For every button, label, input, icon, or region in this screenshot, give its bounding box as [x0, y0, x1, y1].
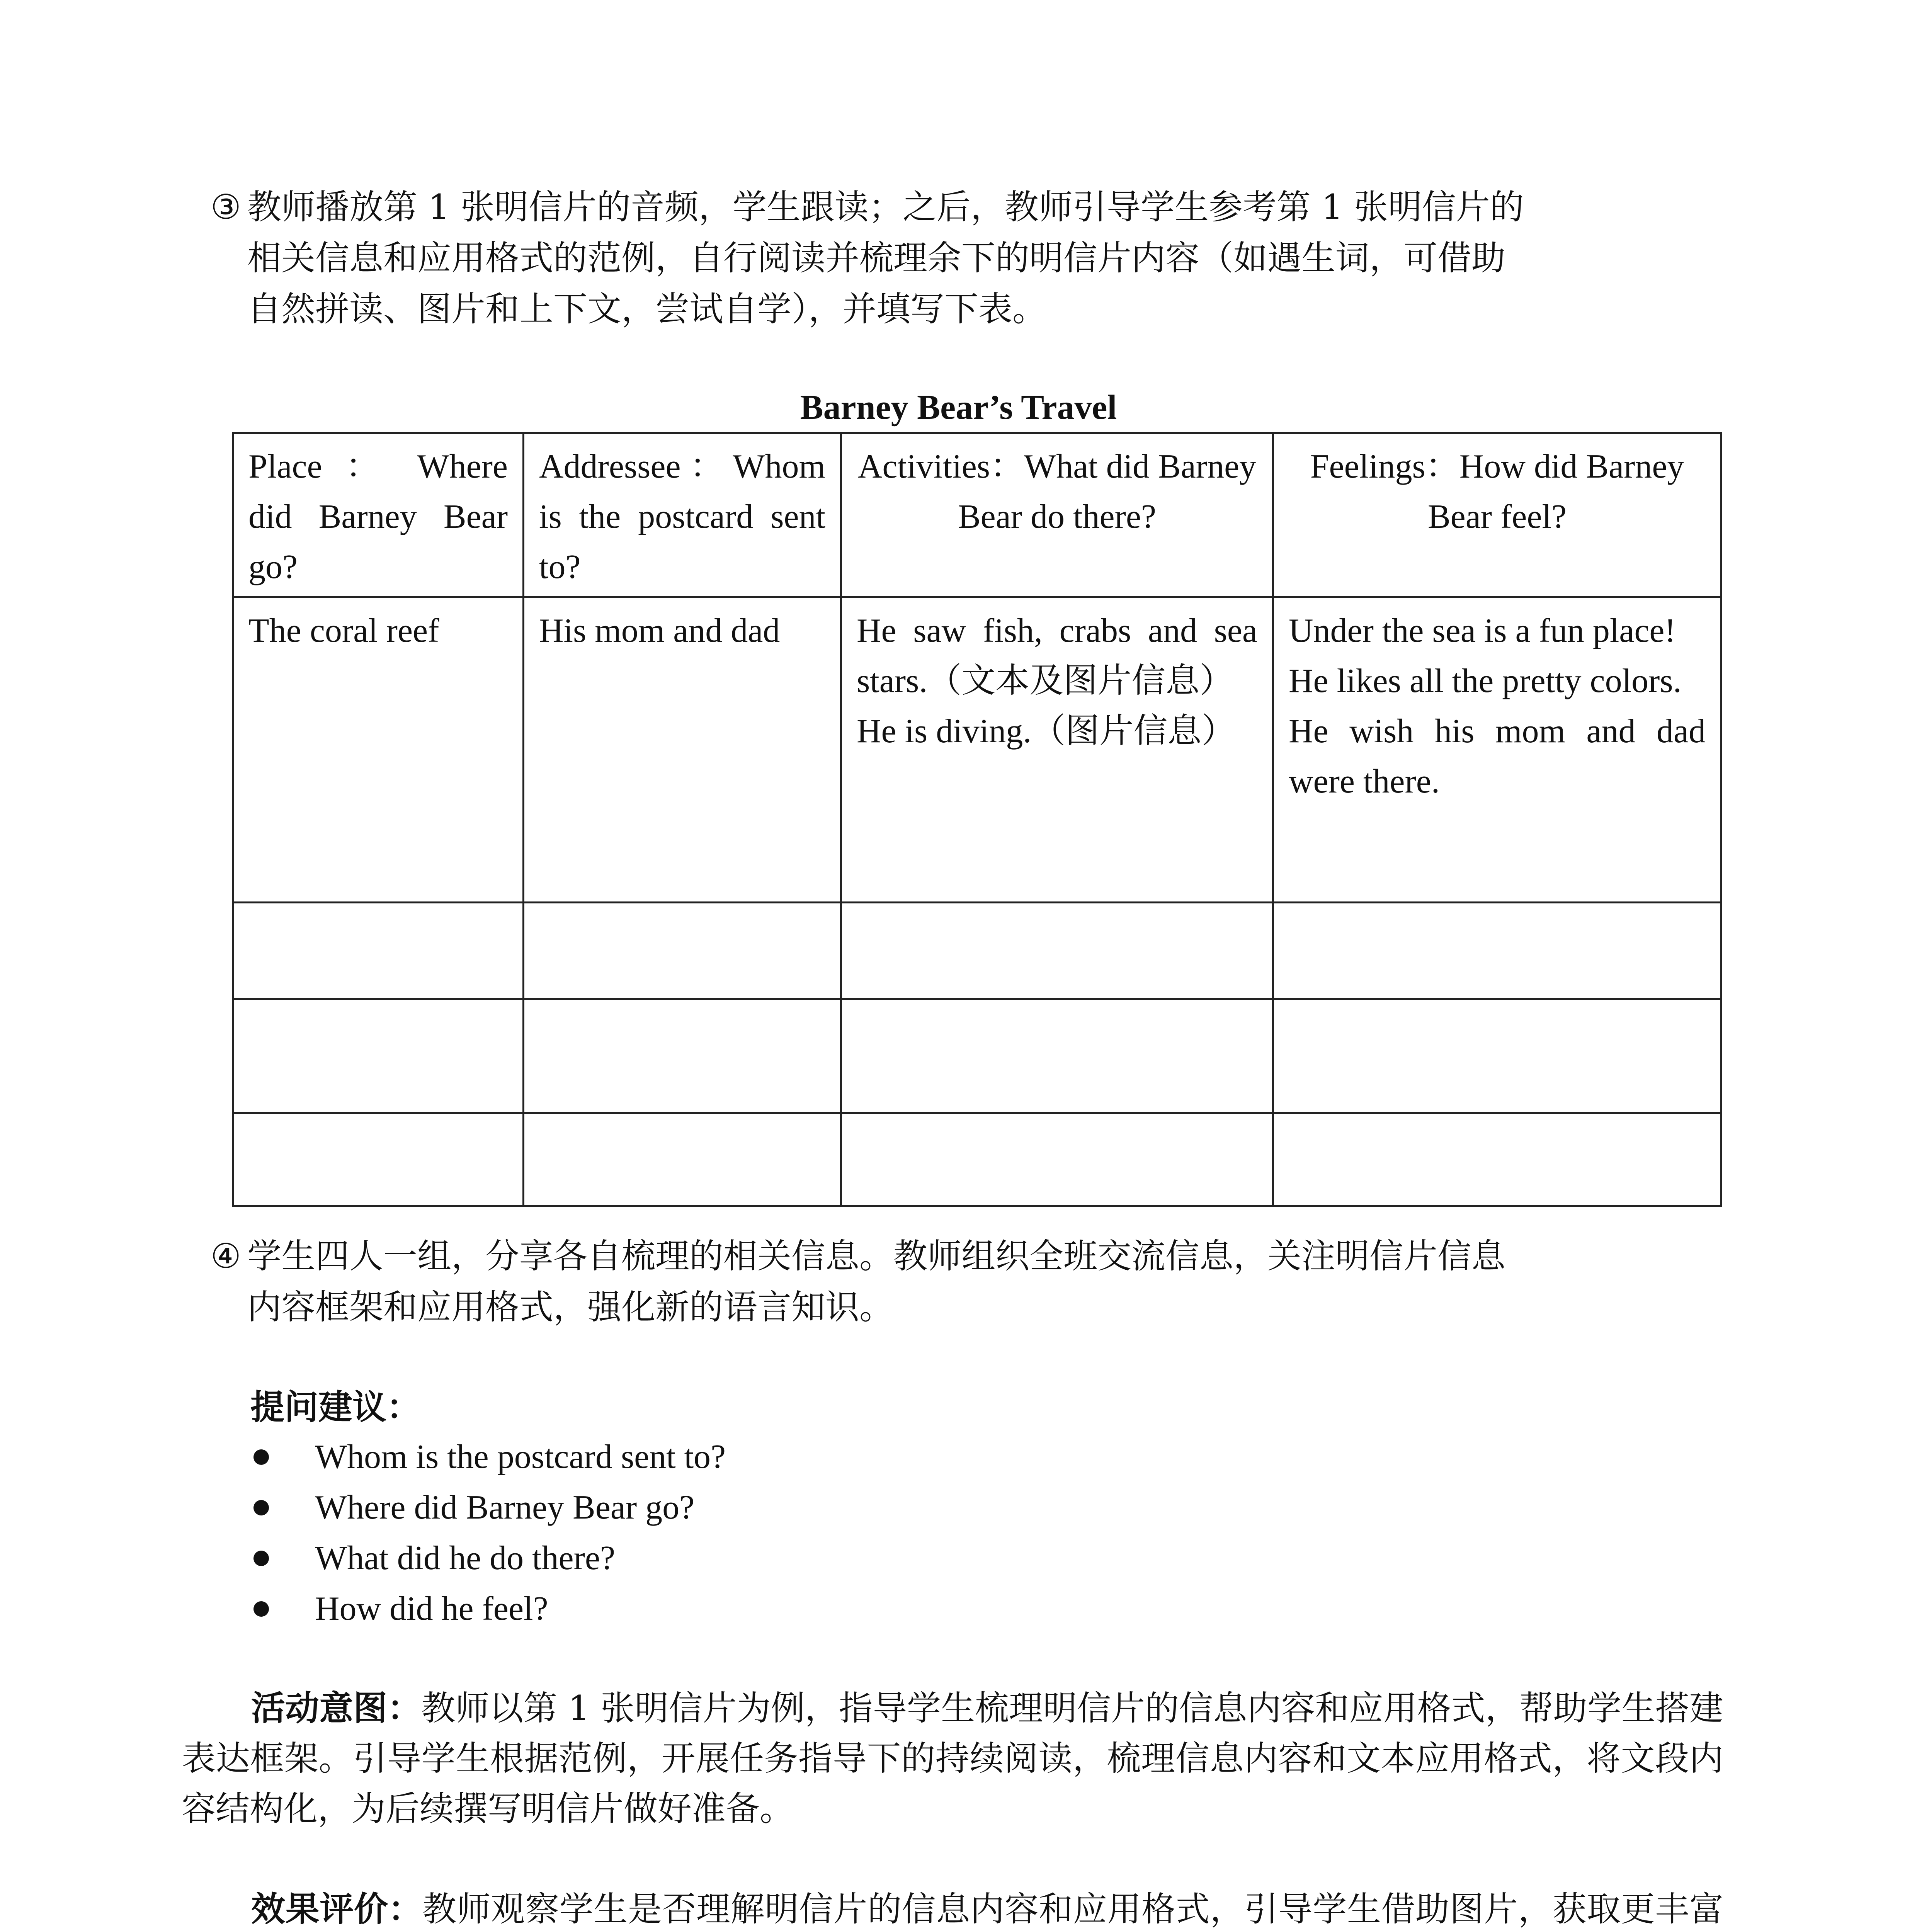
- step-3-paragraph: [211, 182, 1743, 335]
- step-4-paragraph: [211, 1231, 1743, 1333]
- empty-cell[interactable]: [1273, 903, 1721, 999]
- header-place: Place ： Where did Barney Bear go?: [233, 433, 524, 597]
- feeling-line: He likes all the pretty colors.: [1289, 662, 1682, 700]
- bullet-icon: [253, 1449, 269, 1465]
- empty-cell[interactable]: [1273, 1113, 1721, 1206]
- step-4-line: 学生四人一组，分享各自梳理的相关信息。教师组织全班交流信息，关注明信片信息: [247, 1236, 1506, 1276]
- step-3-line: 相关信息和应用格式的范例，自行阅读并梳理余下的明信片内容（如遇生词，可借助: [247, 238, 1506, 278]
- table-header-row: [233, 433, 1721, 597]
- activity-intent: [182, 1683, 1723, 1834]
- table-example-row: [233, 597, 1721, 903]
- step-3-line: 教师播放第 1 张明信片的音频，学生跟读；之后，教师引导学生参考第 1 张明信片的: [247, 187, 1524, 227]
- evaluation-label: 效果评价：: [251, 1889, 423, 1929]
- bullet-icon: [253, 1601, 269, 1617]
- table-title: Barney Bear’s Travel: [800, 388, 1117, 427]
- bullet-icon: [253, 1500, 269, 1515]
- header-activities: Activities：What did Barney Bear do there?: [841, 433, 1273, 597]
- travel-table: [232, 432, 1722, 1207]
- table-empty-row: [233, 1113, 1721, 1206]
- empty-cell[interactable]: [233, 999, 524, 1113]
- cell-feelings: [1273, 597, 1721, 903]
- empty-cell[interactable]: [524, 1113, 841, 1206]
- empty-cell[interactable]: [841, 1113, 1273, 1206]
- empty-cell[interactable]: [841, 903, 1273, 999]
- question-text: Where did Barney Bear go?: [315, 1489, 695, 1526]
- header-addressee: Addressee ： Whom is the postcard sent to?: [524, 433, 841, 597]
- question-text: How did he feel?: [315, 1590, 548, 1628]
- table-empty-row: [233, 999, 1721, 1113]
- cell-place: The coral reef: [233, 597, 524, 903]
- bullet-icon: [253, 1551, 269, 1566]
- effect-evaluation: [182, 1884, 1723, 1932]
- question-text: Whom is the postcard sent to?: [315, 1438, 726, 1476]
- feeling-line: He wish his mom and dad were there.: [1289, 713, 1706, 800]
- step-4-line: 内容框架和应用格式，强化新的语言知识。: [247, 1287, 894, 1327]
- empty-cell[interactable]: [233, 903, 524, 999]
- questions-heading: 提问建议：: [250, 1387, 421, 1427]
- question-item: [247, 1432, 1252, 1482]
- intent-label: 活动意图：: [251, 1688, 422, 1728]
- step-3-number: ③: [211, 187, 241, 227]
- question-item: [247, 1533, 1252, 1583]
- cell-addressee: His mom and dad: [524, 597, 841, 903]
- activity-line: He is diving.（图片信息）: [857, 713, 1236, 750]
- intent-text: 教师以第 1 张明信片为例，指导学生梳理明信片的信息内容和应用格式，帮助学生搭建表达框架。引导学生根据范例，开展任务指导下的持续阅读，梳理信息内容和文本应用格式，将文段内容结构化，为后续撰写明信片做好准备。: [182, 1688, 1723, 1828]
- empty-cell[interactable]: [524, 999, 841, 1113]
- step-3-line: 自然拼读、图片和上下文，尝试自学），并填写下表。: [247, 289, 1047, 329]
- empty-cell[interactable]: [233, 1113, 524, 1206]
- empty-cell[interactable]: [1273, 999, 1721, 1113]
- question-text: What did he do there?: [315, 1539, 616, 1577]
- step-4-number: ④: [211, 1236, 241, 1276]
- question-item: [247, 1583, 1252, 1634]
- feeling-line: Under the sea is a fun place!: [1289, 612, 1676, 650]
- evaluation-text: 教师观察学生是否理解明信片的信息内容和应用格式，引导学生借助图片，获取更丰富: [422, 1889, 1723, 1929]
- empty-cell[interactable]: [524, 903, 841, 999]
- header-feelings: Feelings：How did Barney Bear feel?: [1273, 433, 1721, 597]
- question-item: [247, 1482, 1252, 1533]
- empty-cell[interactable]: [841, 999, 1273, 1113]
- table-empty-row: [233, 903, 1721, 999]
- activity-line: He saw fish, crabs and sea stars.（文本及图片信息）: [857, 612, 1257, 700]
- cell-activities: [841, 597, 1273, 903]
- questions-list: [247, 1432, 1252, 1634]
